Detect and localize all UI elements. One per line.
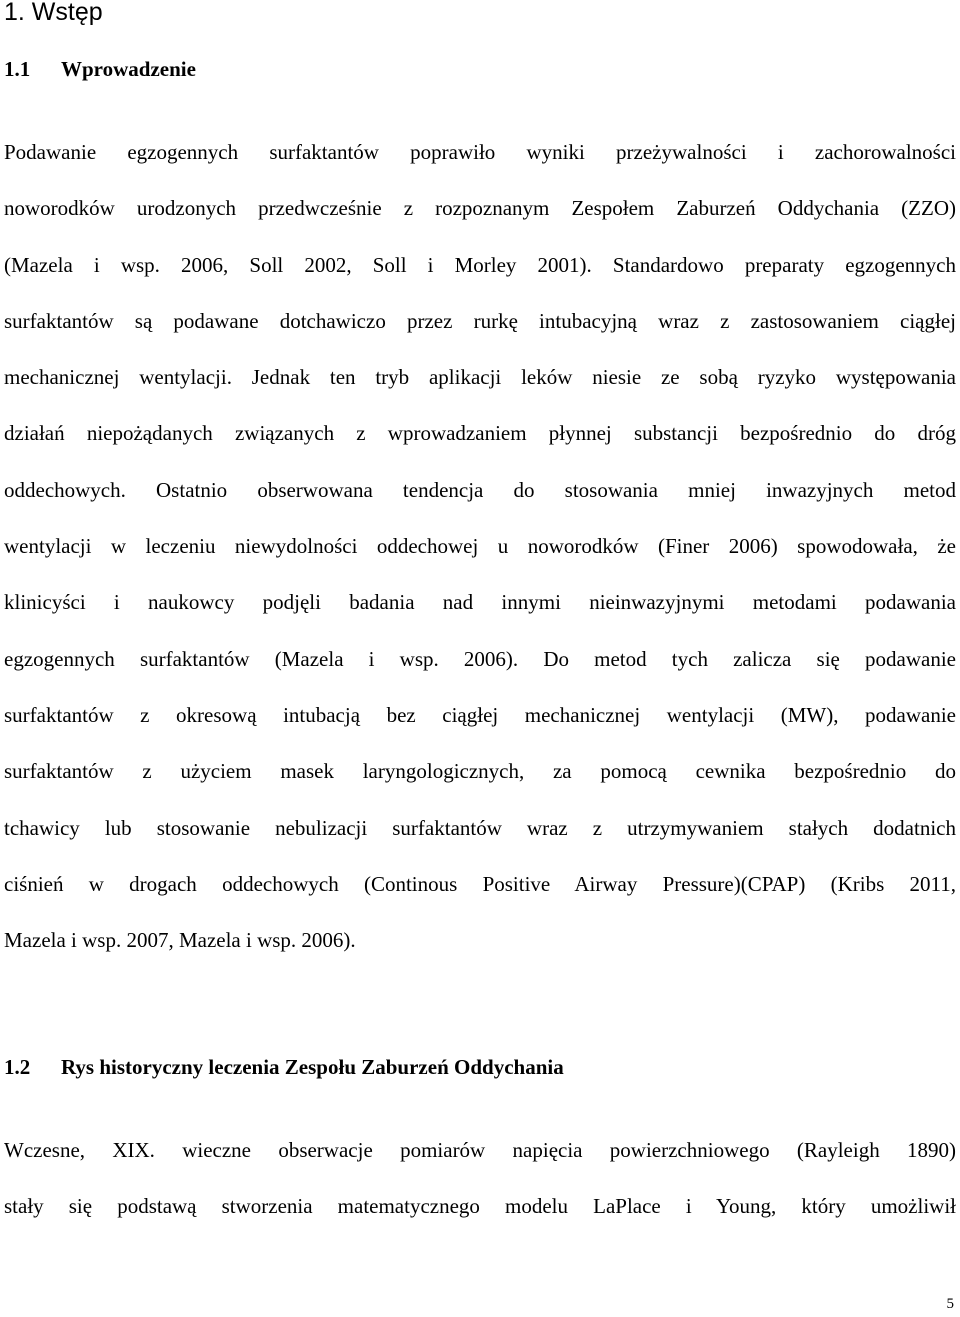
section-number: 1.2 <box>4 1055 31 1079</box>
section-title: Wprowadzenie <box>61 57 196 81</box>
text-line: surfaktantów z okresową intubacją bez ciągłej mechanicznej wentylacji (MW), podawanie <box>4 702 956 727</box>
text-line: (Mazela i wsp. 2006, Soll 2002, Soll i Morley 2001). Standardowo preparaty egzogennych <box>4 252 956 277</box>
paragraph-history <box>4 1122 956 1235</box>
text-line: mechanicznej wentylacji. Jednak ten tryb aplikacji leków niesie ze sobą ryzyko występowania <box>4 365 956 390</box>
text-line: wentylacji w leczeniu niewydolności oddechowej u noworodków (Finer 2006) spowodowała, że <box>4 534 956 559</box>
section-heading-1-1 <box>4 57 196 82</box>
text-line: stały się podstawą stworzenia matematycznego modelu LaPlace i Young, który umożliwił <box>4 1194 956 1219</box>
text-line: Podawanie egzogennych surfaktantów poprawiło wyniki przeżywalności i zachorowalności <box>4 140 956 164</box>
text-line: egzogennych surfaktantów (Mazela i wsp. 2006). Do metod tych zalicza się podawanie <box>4 646 956 671</box>
text-line: oddechowych. Ostatnio obserwowana tendencja do stosowania mniej inwazyjnych metod <box>4 477 956 502</box>
text-line: Mazela i wsp. 2007, Mazela i wsp. 2006). <box>4 928 356 953</box>
text-line: surfaktantów z użyciem masek laryngologicznych, za pomocą cewnika bezpośrednio do <box>4 759 956 784</box>
section-title: Rys historyczny leczenia Zespołu Zaburzeń Oddychania <box>61 1055 564 1079</box>
text-line: ciśnień w drogach oddechowych (Continous Positive Airway Pressure)(CPAP) (Kribs 2011, <box>4 871 956 896</box>
section-heading-1-2 <box>4 1055 564 1080</box>
text-line: tchawicy lub stosowanie nebulizacji surfaktantów wraz z utrzymywaniem stałych dodatnich <box>4 815 956 840</box>
text-line: działań niepożądanych związanych z wprowadzaniem płynnej substancji bezpośrednio do dróg <box>4 421 956 446</box>
chapter-title: 1. Wstęp <box>4 0 103 26</box>
text-line: noworodków urodzonych przedwcześnie z rozpoznanym Zespołem Zaburzeń Oddychania (ZZO) <box>4 196 956 221</box>
page-number: 5 <box>946 1296 954 1312</box>
text-line: klinicyści i naukowcy podjęli badania nad innymi nieinwazyjnymi metodami podawania <box>4 590 956 615</box>
section-number: 1.1 <box>4 57 31 81</box>
text-line: Wczesne, XIX. wieczne obserwacje pomiarów napięcia powierzchniowego (Rayleigh 1890) <box>4 1138 956 1162</box>
paragraph-intro <box>4 124 956 968</box>
text-line: surfaktantów są podawane dotchawiczo przez rurkę intubacyjną wraz z zastosowaniem ciągłej <box>4 308 956 333</box>
